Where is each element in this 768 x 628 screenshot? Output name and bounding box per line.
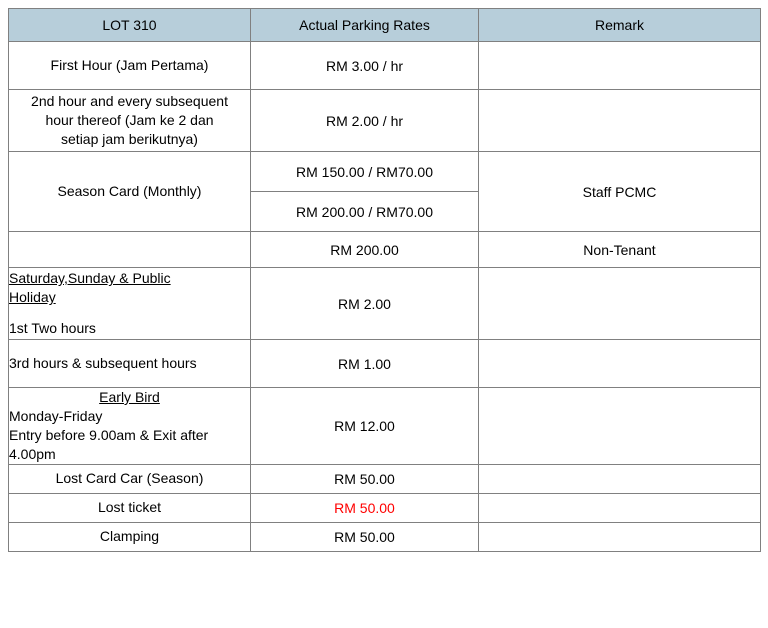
desc-weekend-line-3: 1st Two hours [9, 319, 96, 336]
table-row-subsequent-hour [9, 90, 761, 152]
table-row-clamping [9, 522, 761, 551]
desc-weekend-line-1: Saturday,Sunday & Public [9, 270, 171, 287]
cell-rate-first-hour: RM 3.00 / hr [251, 42, 479, 90]
header-remark: Remark [479, 9, 761, 42]
cell-rate-third-hour: RM 1.00 [251, 340, 479, 388]
desc-early-bird-line-2: Entry before 9.00am & Exit after [9, 426, 209, 443]
cell-remark-non-tenant: Non-Tenant [479, 232, 761, 268]
cell-desc-weekend [9, 268, 251, 340]
table-row-non-tenant [9, 232, 761, 268]
cell-rate-clamping: RM 50.00 [251, 522, 479, 551]
desc-weekend-spacer [9, 307, 250, 319]
cell-rate-non-tenant: RM 200.00 [251, 232, 479, 268]
cell-rate-season-card-2: RM 200.00 / RM70.00 [251, 192, 479, 232]
desc-line-2: hour thereof (Jam ke 2 dan [45, 112, 214, 129]
parking-rates-table [8, 8, 761, 552]
cell-remark-season-card: Staff PCMC [479, 152, 761, 232]
cell-remark-lost-card-car [479, 464, 761, 493]
cell-remark-third-hour [479, 340, 761, 388]
cell-desc-early-bird [9, 388, 251, 465]
cell-remark-weekend [479, 268, 761, 340]
cell-remark-clamping [479, 522, 761, 551]
cell-rate-lost-card-car: RM 50.00 [251, 464, 479, 493]
cell-desc-season-card: Season Card (Monthly) [9, 152, 251, 232]
table-row-first-hour [9, 42, 761, 90]
cell-desc-lost-card-car: Lost Card Car (Season) [9, 464, 251, 493]
desc-weekend-line-2: Holiday [9, 289, 56, 306]
desc-early-bird-line-3: 4.00pm [9, 445, 56, 462]
cell-rate-subsequent-hour: RM 2.00 / hr [251, 90, 479, 152]
cell-desc-first-hour: First Hour (Jam Pertama) [9, 42, 251, 90]
desc-line-3: setiap jam berikutnya) [61, 130, 198, 147]
desc-line-1: 2nd hour and every subsequent [31, 93, 228, 110]
cell-remark-subsequent-hour [479, 90, 761, 152]
table-row-third-hour [9, 340, 761, 388]
header-actual-parking-rates: Actual Parking Rates [251, 9, 479, 42]
cell-desc-non-tenant [9, 232, 251, 268]
desc-early-bird-title: Early Bird [99, 389, 160, 405]
cell-rate-weekend: RM 2.00 [251, 268, 479, 340]
table-row-lost-card-car [9, 464, 761, 493]
table-row-lost-ticket [9, 493, 761, 522]
table-row-weekend [9, 268, 761, 340]
header-lot: LOT 310 [9, 9, 251, 42]
table-row-early-bird [9, 388, 761, 465]
cell-desc-subsequent-hour [9, 90, 251, 152]
cell-rate-early-bird: RM 12.00 [251, 388, 479, 465]
cell-rate-season-card-1: RM 150.00 / RM70.00 [251, 152, 479, 192]
cell-remark-lost-ticket [479, 493, 761, 522]
cell-desc-lost-ticket: Lost ticket [9, 493, 251, 522]
cell-remark-early-bird [479, 388, 761, 465]
cell-desc-clamping: Clamping [9, 522, 251, 551]
desc-early-bird-line-1: Monday-Friday [9, 407, 103, 424]
cell-remark-first-hour [479, 42, 761, 90]
table-row-season-card-1 [9, 152, 761, 192]
table-header-row [9, 9, 761, 42]
cell-rate-lost-ticket: RM 50.00 [251, 493, 479, 522]
cell-desc-third-hour: 3rd hours & subsequent hours [9, 340, 251, 388]
